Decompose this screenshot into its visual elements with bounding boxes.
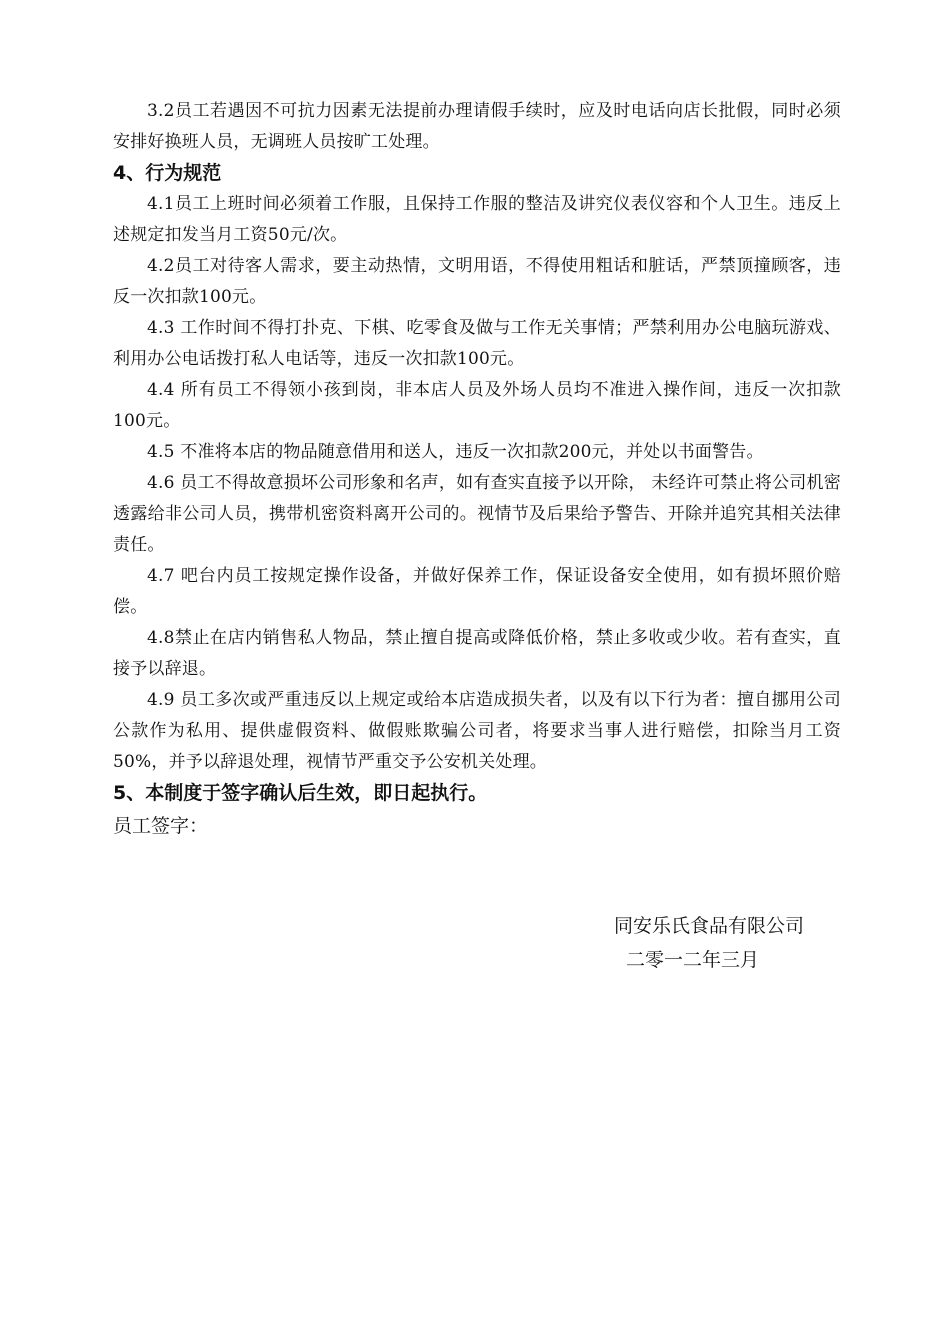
clause-4-1: 4.1员工上班时间必须着工作服，且保持工作服的整洁及讲究仪表仪容和个人卫生。违反上述规定扣发当月工资50元/次。: [113, 194, 841, 245]
clause-4-5: 4.5 不准将本店的物品随意借用和送人，违反一次扣款200元，并处以书面警告。: [147, 442, 764, 462]
clause-4-8: 4.8禁止在店内销售私人物品，禁止擅自提高或降低价格，禁止多收或少收。若有查实，直接予以辞退。: [113, 628, 841, 679]
signature-block: [614, 909, 854, 977]
clause-4-2: 4.2员工对待客人需求，要主动热情，文明用语，不得使用粗话和脏话，严禁顶撞顾客，违反一次扣款100元。: [113, 256, 841, 307]
clause-3-2: 3.2员工若遇因不可抗力因素无法提前办理请假手续时，应及时电话向店长批假，同时必须安排好换班人员，无调班人员按旷工处理。: [113, 101, 841, 152]
section-5-heading: 5、本制度于签字确认后生效，即日起执行。: [113, 782, 488, 804]
document-date: 二零一二年三月: [626, 949, 760, 971]
clause-4-4: 4.4 所有员工不得领小孩到岗，非本店人员及外场人员均不准进入操作间，违反一次扣款100元。: [113, 380, 841, 431]
document-body: [113, 96, 841, 843]
employee-signature-label: 员工签字：: [113, 815, 209, 837]
company-name: 同安乐氏食品有限公司: [614, 915, 805, 937]
section-4-heading: 4、行为规范: [113, 162, 222, 184]
clause-4-6: 4.6 员工不得故意损坏公司形象和名声，如有查实直接予以开除， 未经许可禁止将公司机密透露给非公司人员，携带机密资料离开公司的。视情节及后果给予警告、开除并追究其相关法律责任。: [113, 473, 841, 555]
clause-4-3: 4.3 工作时间不得打扑克、下棋、吃零食及做与工作无关事情；严禁利用办公电脑玩游戏、利用办公电话拨打私人电话等，违反一次扣款100元。: [113, 318, 841, 369]
clause-4-7: 4.7 吧台内员工按规定操作设备，并做好保养工作，保证设备安全使用，如有损坏照价赔偿。: [113, 566, 841, 617]
clause-4-9: 4.9 员工多次或严重违反以上规定或给本店造成损失者，以及有以下行为者：擅自挪用公司公款作为私用、提供虚假资料、做假账欺骗公司者，将要求当事人进行赔偿，扣除当月工资50%，并予以辞退处理，视情节严重交予公安机关处理。: [113, 690, 841, 772]
